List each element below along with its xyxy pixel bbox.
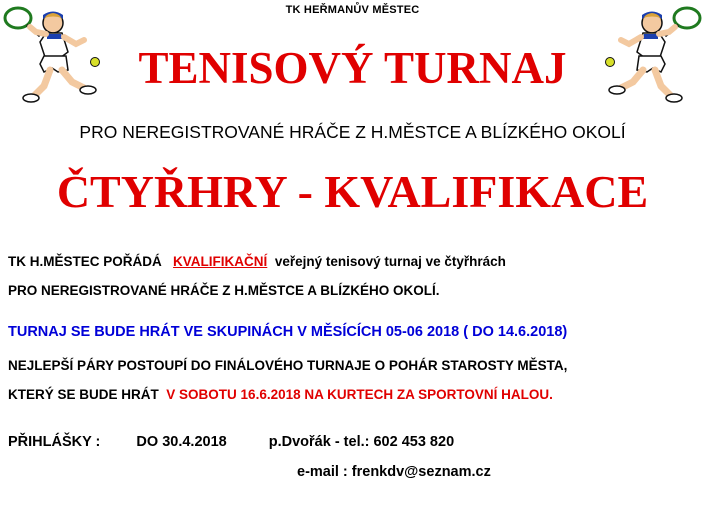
body-line-groups-schedule: TURNAJ SE BUDE HRÁT VE SKUPINÁCH V MĚSÍCÍCH 05-06 2018 ( DO 14.6.2018) xyxy=(8,323,568,340)
body-line-organizer xyxy=(8,252,698,273)
contact-row-main xyxy=(8,434,698,450)
poster-subtitle: PRO NEREGISTROVANÉ HRÁČE Z H.MĚSTCE A BLÍZKÉHO OKOLÍ xyxy=(79,122,626,142)
body-line-final-date-part1: KTERÝ SE BUDE HRÁT xyxy=(8,386,159,402)
body-line-organizer-highlight: KVALIFIKAČNÍ xyxy=(173,254,268,269)
body-line-unregistered: PRO NEREGISTROVANÉ HRÁČE Z H.MĚSTCE A BLÍZKÉHO OKOLÍ. xyxy=(8,282,440,298)
contact-email: e-mail : frenkdv@seznam.cz xyxy=(297,464,491,480)
body-line-organizer-part1: TK H.MĚSTEC POŘÁDÁ xyxy=(8,254,162,269)
application-deadline: DO 30.4.2018 xyxy=(136,434,227,450)
contact-person-phone: p.Dvořák - tel.: 602 453 820 xyxy=(268,434,455,450)
body-line-final-tournament: NEJLEPŠÍ PÁRY POSTOUPÍ DO FINÁLOVÉHO TURNAJE O POHÁR STAROSTY MĚSTA, xyxy=(8,357,568,373)
poster-main-title: TENISOVÝ TURNAJ xyxy=(138,43,567,93)
body-line-final-date xyxy=(8,385,698,406)
applications-label: PŘIHLÁŠKY : xyxy=(8,434,101,450)
body-line-final-date-part2: V SOBOTU 16.6.2018 NA KURTECH ZA SPORTOVNÍ HALOU. xyxy=(166,386,553,402)
poster-body xyxy=(8,252,698,406)
body-line-organizer-part2: veřejný tenisový turnaj ve čtyřhrách xyxy=(274,254,506,269)
club-name: TK HEŘMANŮV MĚSTEC xyxy=(285,4,420,16)
poster-second-title: ČTYŘHRY - KVALIFIKACE xyxy=(56,166,649,217)
contact-block xyxy=(8,434,698,480)
